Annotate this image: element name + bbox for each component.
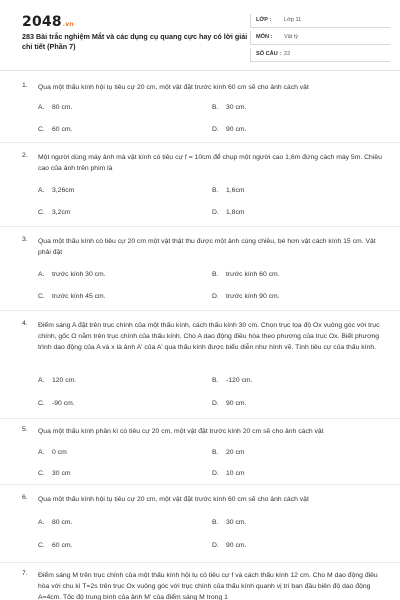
option-b[interactable] (212, 187, 245, 194)
option-label: B. (212, 449, 219, 456)
option-a[interactable] (38, 104, 72, 111)
question-text: Qua một thấu kính phân kì có tiêu cự 20 cm, một vật đặt trước kính 20 cm sẽ cho ảnh cách vật (38, 428, 324, 435)
option-d[interactable] (212, 542, 246, 549)
question-separator (0, 226, 400, 227)
option-c[interactable] (38, 470, 71, 477)
option-text: 3,2cm (52, 209, 71, 216)
option-label: D. (212, 209, 219, 216)
option-text: trước kính 45 cm. (52, 293, 106, 300)
option-d[interactable] (212, 470, 245, 477)
meta-separator (250, 31, 251, 45)
option-text: 60 cm. (52, 126, 73, 133)
option-label: A. (38, 187, 45, 194)
option-label: D. (212, 400, 219, 407)
meta-value: Lớp 11 (284, 17, 302, 23)
option-text: 10 cm (226, 470, 245, 477)
option-text: 80 cm. (52, 519, 73, 526)
option-label: B. (212, 104, 219, 111)
option-text: 30 cm (52, 470, 71, 477)
option-label: A. (38, 449, 45, 456)
question-text: Một người dùng máy ảnh mà vật kính có tiêu cự f = 10cm để chụp một người cao 1,6m đứng cách máy 5m. Chiều cao của ảnh trên phim là (38, 154, 382, 172)
option-text: -120 cm. (226, 377, 253, 384)
question-text: Qua một thấu kính hội tụ tiêu cự 20 cm, một vật đặt trước kính 60 cm sẽ cho ảnh cách vật (38, 496, 309, 503)
meta-label: LỚP : (256, 17, 272, 23)
document-header (0, 0, 400, 62)
question-text: Điểm sáng M trên trục chính của một thấu kính hội tụ có tiêu cự f và cách thấu kính 12 cm. Cho M dao động điều hòa với chu kì T=2s trên trục Ox vuông góc với trục chính của thấu kính quanh vị trí ban đầu biên độ dao động A=4cm. Tốc độ trung bình của ảnh M' của điểm sáng M trong 1 (38, 572, 378, 600)
question-separator (0, 418, 400, 419)
logo-tld: .vn (62, 21, 74, 28)
meta-value: Vật lý (284, 34, 298, 40)
site-logo[interactable] (22, 14, 74, 30)
question-text: Điểm sáng A đặt trên trục chính của một thấu kính, cách thấu kính 30 cm. Chọn trục tọa độ Ox vuông góc với trục chính, gốc O nằm trên trục chính của thấu kính. Cho A dao động điều hòa theo phương của trục Ox. Biết phương trình dao động của A và x là ảnh A' của A' qua thấu kính được biểu diễn như hình vẽ. Tính tiêu cự của thấu kính. (38, 322, 380, 351)
question-7 (0, 570, 400, 600)
option-text: 1,6cm (226, 187, 245, 194)
option-label: C. (38, 400, 45, 407)
option-b[interactable] (212, 377, 252, 384)
meta-label: MÔN : (256, 34, 273, 40)
option-label: B. (212, 187, 219, 194)
question-number: 6. (22, 494, 28, 501)
question-number: 1. (22, 82, 28, 89)
option-text: 80 cm. (52, 104, 73, 111)
option-label: D. (212, 293, 219, 300)
option-text: 90 cm. (226, 126, 247, 133)
question-text: Qua một thấu kính có tiêu cự 20 cm một vật thật thu được một ảnh cùng chiều, bé hơn vật cách kính 15 cm. Vật phải đặt (38, 238, 376, 256)
option-label: A. (38, 377, 45, 384)
option-d[interactable] (212, 209, 245, 216)
option-label: C. (38, 470, 45, 477)
option-text: 3,26cm (52, 187, 75, 194)
option-text: 90 cm. (226, 542, 247, 549)
logo-main: 2048 (22, 14, 62, 30)
meta-question-count (250, 48, 390, 62)
option-text: 120 cm. (52, 377, 77, 384)
document-title: 283 Bài trắc nghiệm Mắt và các dụng cụ quang cực hay có lời giải chi tiết (Phần 7) (22, 32, 248, 51)
meta-separator (250, 14, 251, 28)
option-a[interactable] (38, 377, 76, 384)
header-divider (0, 70, 400, 71)
question-number: 5. (22, 426, 28, 433)
option-d[interactable] (212, 126, 246, 133)
option-text: trước kính 30 cm. (52, 271, 106, 278)
option-a[interactable] (38, 187, 74, 194)
question-number: 2. (22, 152, 28, 159)
meta-label: SỐ CÂU : (256, 51, 282, 57)
option-b[interactable] (212, 449, 245, 456)
option-label: C. (38, 126, 45, 133)
document-meta (250, 14, 390, 65)
option-label: B. (212, 519, 219, 526)
option-a[interactable] (38, 271, 106, 278)
option-text: -90 cm. (52, 400, 75, 407)
option-label: D. (212, 542, 219, 549)
option-c[interactable] (38, 293, 106, 300)
option-text: trước kính 90 cm. (226, 293, 280, 300)
meta-separator (250, 48, 251, 62)
option-b[interactable] (212, 104, 246, 111)
option-a[interactable] (38, 519, 72, 526)
option-b[interactable] (212, 271, 280, 278)
question-number: 7. (22, 570, 28, 577)
option-text: 90 cm. (226, 400, 247, 407)
option-label: D. (212, 470, 219, 477)
meta-class (250, 14, 390, 28)
option-text: trước kính 60 cm. (226, 271, 280, 278)
option-text: 0 cm (52, 449, 67, 456)
option-text: 20 cm (226, 449, 245, 456)
question-separator (0, 310, 400, 311)
option-c[interactable] (38, 542, 72, 549)
question-number: 3. (22, 236, 28, 243)
option-label: C. (38, 542, 45, 549)
option-c[interactable] (38, 126, 72, 133)
question-text: Qua một thấu kính hội tụ tiêu cự 20 cm, một vật đặt trước kính 60 cm sẽ cho ảnh cách vật (38, 84, 309, 91)
question-separator (0, 142, 400, 143)
option-d[interactable] (212, 293, 280, 300)
option-label: B. (212, 377, 219, 384)
option-text: 60 cm. (52, 542, 73, 549)
option-label: A. (38, 519, 45, 526)
option-label: A. (38, 271, 45, 278)
question-separator (0, 484, 400, 485)
option-c[interactable] (38, 209, 71, 216)
option-label: D. (212, 126, 219, 133)
option-c[interactable] (38, 400, 75, 407)
question-number: 4. (22, 320, 28, 327)
option-text: 30 cm. (226, 104, 247, 111)
meta-value: 22 (284, 51, 291, 57)
option-b[interactable] (212, 519, 246, 526)
option-label: B. (212, 271, 219, 278)
option-a[interactable] (38, 449, 67, 456)
option-label: C. (38, 293, 45, 300)
question-separator (0, 562, 400, 563)
option-label: C. (38, 209, 45, 216)
option-d[interactable] (212, 400, 246, 407)
option-text: 1,8cm (226, 209, 245, 216)
option-label: A. (38, 104, 45, 111)
meta-subject (250, 31, 390, 45)
option-text: 30 cm. (226, 519, 247, 526)
